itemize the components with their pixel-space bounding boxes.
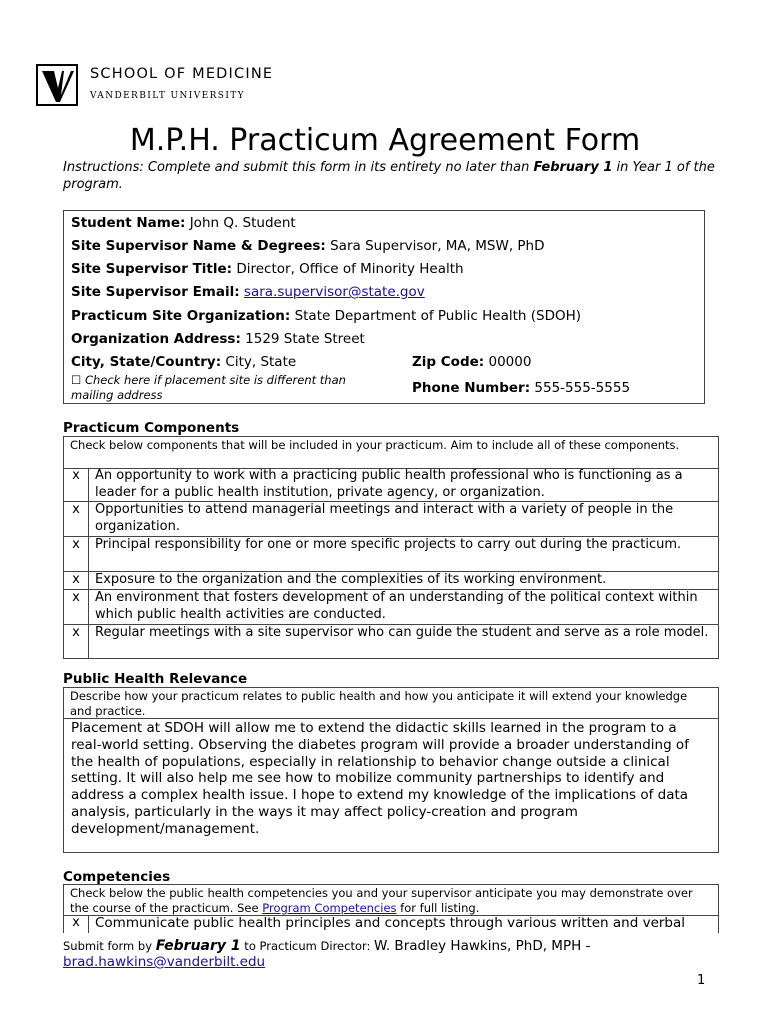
supervisor-name-value[interactable]: Sara Supervisor, MA, MSW, PhD <box>330 238 545 254</box>
competencies-heading: Competencies <box>63 869 171 885</box>
component-checkmark[interactable]: x <box>64 572 89 589</box>
component-text: Exposure to the organization and the complexities of its working environment. <box>95 572 607 587</box>
instructions-suffix: in Year 1 of the program. <box>63 160 715 192</box>
organization-label: Practicum Site Organization: <box>71 308 291 324</box>
address-label: Organization Address: <box>71 331 241 347</box>
competency-checkmark[interactable]: x <box>64 915 89 933</box>
supervisor-name-row <box>71 237 545 255</box>
component-checkmark[interactable]: x <box>64 625 89 658</box>
instructions-deadline: February 1 <box>533 160 613 175</box>
component-text: Opportunities to attend managerial meetings and interact with a variety of people in the organization. <box>95 502 674 534</box>
competency-row[interactable] <box>64 915 718 933</box>
footer-prefix: Submit form by <box>63 939 156 953</box>
instructions-prefix: Instructions: Complete and submit this form in its entirety no later than <box>63 160 534 175</box>
component-text: An opportunity to work with a practicing public health professional who is functioning as a leader for a public health institution, private agency, or organization. <box>95 468 683 500</box>
public-health-relevance-response[interactable]: Placement at SDOH will allow me to extend the didactic skills learned in the program to a real-world setting. Observing the diabetes program will provide a broader understanding of the health of populations, especially in relationship to behavior change outside a clinical setting. It will also help me see how to mobilize community partnerships to identify and address a complex health issue. I hope to extend my knowledge of the implications of data analysis, particularly in the ways it may affect policy-creation and program development/management. <box>63 718 719 853</box>
footer-deadline: February 1 <box>155 938 241 954</box>
phone-label: Phone Number: <box>412 380 531 396</box>
component-row[interactable] <box>64 502 718 537</box>
component-row[interactable] <box>64 468 718 502</box>
logo-school-name: SCHOOL OF MEDICINE <box>90 66 274 82</box>
zip-label: Zip Code: <box>412 354 485 370</box>
supervisor-title-value[interactable]: Director, Office of Minority Health <box>236 261 464 277</box>
logo-university-name: VANDERBILT UNIVERSITY <box>90 91 246 101</box>
organization-row <box>71 307 581 325</box>
competencies-description <box>63 884 719 916</box>
supervisor-email-link[interactable]: sara.supervisor@state.gov <box>243 284 425 300</box>
public-health-relevance-heading: Public Health Relevance <box>63 671 248 687</box>
different-site-checkbox[interactable]: ☐ Check here if placement site is different than mailing address <box>71 373 346 402</box>
component-text: An environment that fosters development of an understanding of the political context within which public health activities are conducted. <box>95 590 698 622</box>
student-name-value[interactable]: John Q. Student <box>189 215 296 231</box>
supervisor-title-label: Site Supervisor Title: <box>71 261 233 277</box>
practicum-components-description: Check below components that will be included in your practicum. Aim to include all of these components. <box>63 436 719 469</box>
supervisor-email-row <box>71 283 425 301</box>
competencies-description-suffix: for full listing. <box>396 900 480 915</box>
student-info-box <box>63 210 705 404</box>
competencies-table <box>63 915 719 933</box>
component-checkmark[interactable]: x <box>64 537 89 571</box>
practicum-components-table <box>63 468 719 659</box>
student-name-label: Student Name: <box>71 215 186 231</box>
city-row <box>71 353 296 371</box>
address-value[interactable]: 1529 State Street <box>245 331 365 347</box>
organization-value[interactable]: State Department of Public Health (SDOH) <box>294 308 582 324</box>
competencies-description-prefix: Check below the public health competencies you and your supervisor anticipate you may demonstrate over the course of the practicum. See <box>70 886 693 915</box>
student-name-row <box>71 214 296 232</box>
component-text: Principal responsibility for one or more specific projects to carry out during the practicum. <box>95 537 682 552</box>
address-row <box>71 330 365 348</box>
competency-text: Communicate public health principles and concepts through various written and verbal <box>95 915 686 931</box>
phone-value[interactable]: 555-555-5555 <box>534 380 631 396</box>
public-health-relevance-description: Describe how your practicum relates to public health and how you anticipate it will extend your knowledge and practice. <box>63 687 719 719</box>
component-text: Regular meetings with a site supervisor who can guide the student and serve as a role model. <box>95 625 709 640</box>
vanderbilt-v-icon <box>40 68 76 104</box>
page-title: M.P.H. Practicum Agreement Form <box>129 123 641 158</box>
footer <box>63 938 723 970</box>
supervisor-title-row <box>71 260 464 278</box>
supervisor-email-label: Site Supervisor Email: <box>71 284 240 300</box>
vanderbilt-logo-mark <box>36 64 78 106</box>
zip-value[interactable]: 00000 <box>488 354 532 370</box>
component-row[interactable] <box>64 537 718 572</box>
component-row[interactable] <box>64 590 718 625</box>
component-row[interactable] <box>64 572 718 590</box>
city-label: City, State/Country: <box>71 354 222 370</box>
city-value[interactable]: City, State <box>225 354 297 370</box>
practicum-components-heading: Practicum Components <box>63 420 240 436</box>
supervisor-name-label: Site Supervisor Name & Degrees: <box>71 238 326 254</box>
page-number: 1 <box>697 973 706 988</box>
footer-director: W. Bradley Hawkins, PhD, MPH - <box>374 938 591 954</box>
footer-director-email[interactable]: brad.hawkins@vanderbilt.edu <box>63 954 266 970</box>
component-row[interactable] <box>64 625 718 659</box>
component-checkmark[interactable]: x <box>64 590 89 624</box>
zip-row <box>412 353 531 371</box>
component-checkmark[interactable]: x <box>64 468 89 501</box>
component-checkmark[interactable]: x <box>64 502 89 536</box>
footer-middle: to Practicum Director: <box>240 939 375 953</box>
phone-row <box>412 379 630 397</box>
instructions <box>63 159 723 193</box>
program-competencies-link[interactable]: Program Competencies <box>262 900 397 915</box>
